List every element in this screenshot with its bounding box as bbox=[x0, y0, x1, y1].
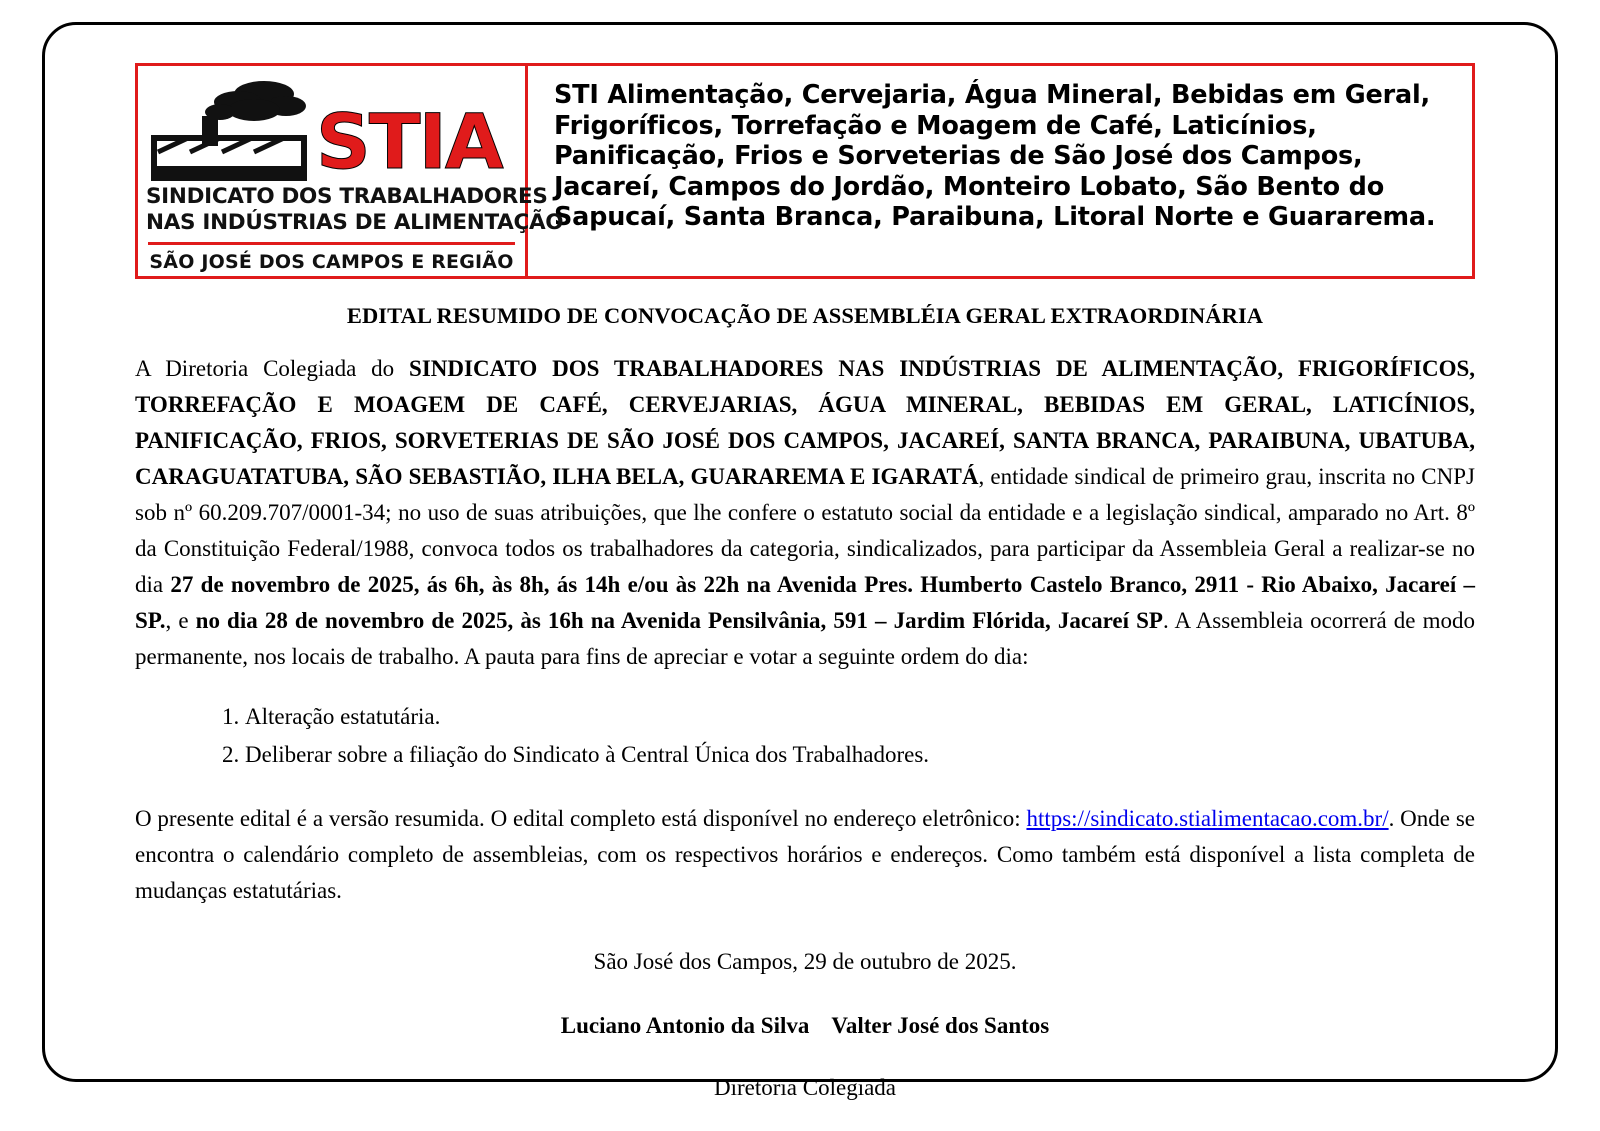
union-logo bbox=[138, 66, 564, 276]
list-item: 1. Alteração estatutária. bbox=[245, 699, 1475, 735]
page-title: EDITAL RESUMIDO DE CONVOCAÇÃO DE ASSEMBLÉIA GERAL EXTRAORDINÁRIA bbox=[346, 303, 1264, 328]
main-paragraph bbox=[135, 351, 1475, 675]
factory-with-smoke-icon bbox=[146, 80, 322, 184]
board-label: Diretoria Colegiada bbox=[713, 1075, 896, 1100]
logo-line-1: SINDICATO DOS TRABALHADORES bbox=[146, 184, 548, 209]
logo-top-row bbox=[146, 72, 517, 184]
entity-name: SINDICATO DOS TRABALHADORES NAS INDÚSTRIAS DE ALIMENTAÇÃO, FRIGORÍFICOS, TORREFAÇÃO E MOAGEM DE CAFÉ, CERVEJARIAS, ÁGUA MINERAL, BEBIDAS EM GERAL, LATICÍNIOS, PANIFICAÇÃO, FRIOS, SORVETERIAS DE SÃO JOSÉ DOS CAMPOS, JACAREÍ, SANTA BRANCA, PARAIBUNA, UBATUBA, CARAGUATATUBA, SÃO SEBASTIÃO, ILHA BELA, GUARAREMA E IGARATÁ bbox=[135, 356, 1475, 489]
assembly-date-place-1: 27 de novembro de 2025, ás 6h, às 8h, ás 14h e/ou às 22h na Avenida Pres. Humberto Castelo Branco, 2911 - Rio Abaixo, Jacareí – SP. bbox=[135, 572, 1475, 633]
logo-line-2: NAS INDÚSTRIAS DE ALIMENTAÇÃO bbox=[146, 210, 564, 235]
assembly-date-place-2: no dia 28 de novembro de 2025, às 16h na Avenida Pensilvânia, 591 – Jardim Flórida, Jacareí SP bbox=[195, 608, 1163, 633]
city-and-date: São José dos Campos, 29 de outubro de 2025. bbox=[593, 949, 1017, 974]
paragraph-conjunction: , e bbox=[165, 608, 196, 633]
document-page bbox=[42, 22, 1558, 1100]
logo-acronym: STIA bbox=[316, 97, 502, 186]
notice-text-after-link: . Onde se encontra o calendário completo de assembleias, com os respectivos horários e endereços. Como também está disponível a lista completa de mudanças estatutárias. bbox=[135, 806, 1475, 903]
document-content bbox=[135, 63, 1475, 1101]
logo-divider bbox=[148, 242, 515, 245]
full-edital-link[interactable]: https://sindicato.stialimentacao.com.br/ bbox=[1026, 806, 1389, 831]
paragraph-mid: , entidade sindical de primeiro grau, inscrita no CNPJ sob nº 60.209.707/0001-34; no uso de suas atribuições, que lhe confere o estatuto social da entidade e a legislação sindical, amparado no Art. 8º da Constituição Federal/1988, convoca todos os trabalhadores da categoria, sindicalizados, para participar da Assembleia Geral a realizar-se no dia bbox=[135, 464, 1475, 597]
paragraph-tail: . A Assembleia ocorrerá de modo permanente, nos locais de trabalho. A pauta para fins de apreciar e votar a seguinte ordem do dia: bbox=[135, 608, 1475, 669]
paragraph-lead: A Diretoria Colegiada do bbox=[135, 356, 410, 381]
notice-paragraph bbox=[135, 801, 1475, 909]
logo-line-3: SÃO JOSÉ DOS CAMPOS E REGIÃO bbox=[149, 251, 514, 273]
signatures bbox=[135, 1013, 1475, 1039]
organization-description: STI Alimentação, Cervejaria, Água Mineral, Bebidas em Geral, Frigoríficos, Torrefação e Moagem de Café, Laticínios, Panificação, Frios e Sorveterias de São José dos Campos, Jacareí, Campos do Jordão, Monteiro Lobato, São Bento do Sapucaí, Santa Branca, Paraibuna, Litoral Norte e Guararema. bbox=[554, 80, 1436, 232]
signer-name-2: Valter José dos Santos bbox=[831, 1013, 1050, 1038]
notice-text-before-link: O presente edital é a versão resumida. O edital completo está disponível no endereço eletrônico: bbox=[135, 806, 1027, 831]
agenda-list bbox=[135, 699, 1475, 773]
list-item: 2. Deliberar sobre a filiação do Sindicato à Central Única dos Trabalhadores. bbox=[245, 737, 1475, 773]
signer-name-1: Luciano Antonio da Silva bbox=[560, 1013, 810, 1038]
letterhead bbox=[135, 63, 1475, 279]
